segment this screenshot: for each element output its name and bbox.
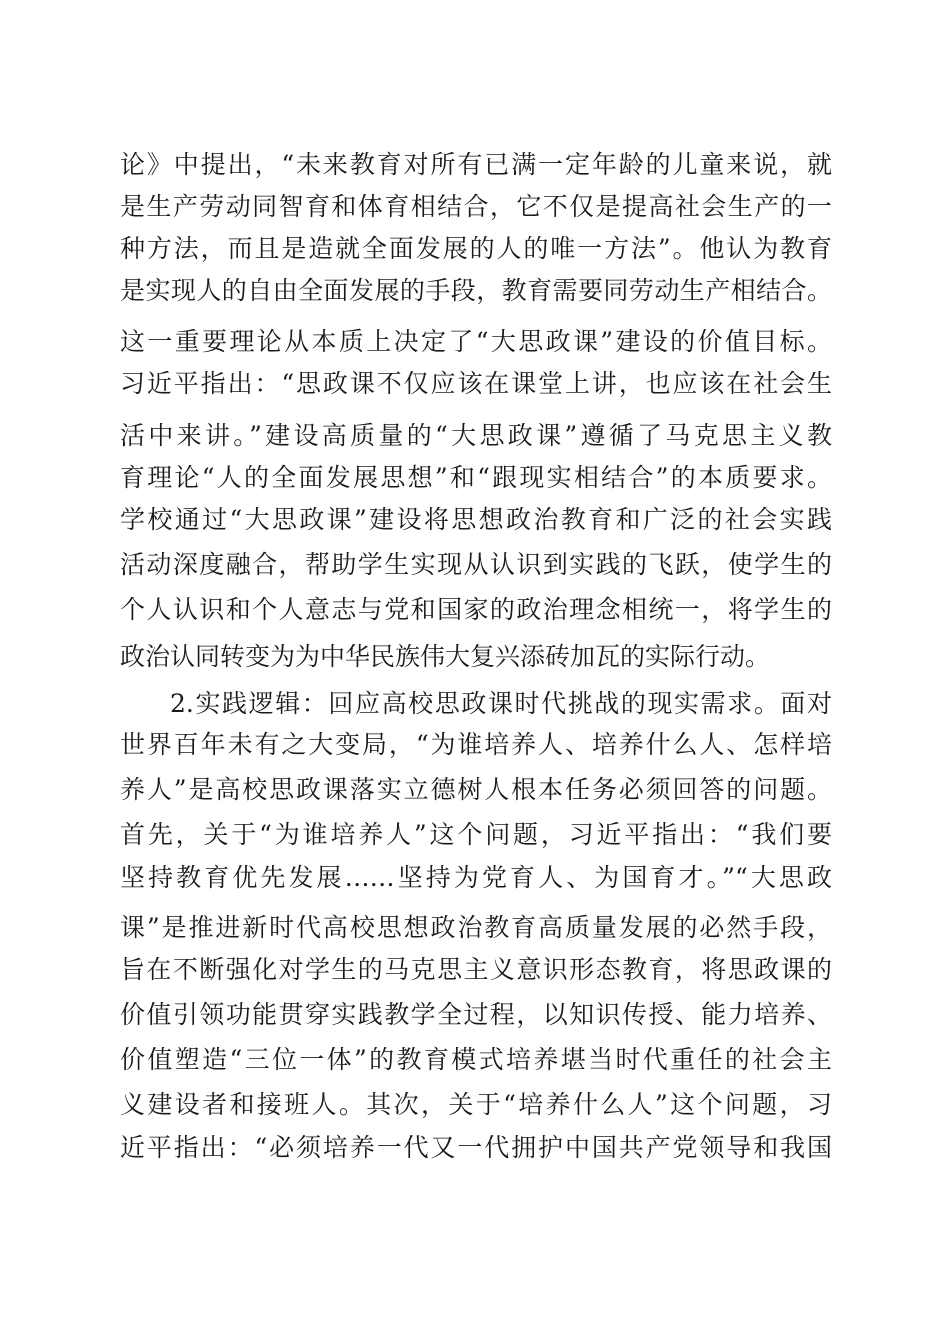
paragraph-line-5: 这一重要理论从本质上决定了“大思政课”建设的价值目标。 [120,327,832,356]
paragraph-line-19: 旨在不断强化对学生的马克思主义意识形态教育，将思政课的 [120,955,832,984]
paragraph-line-17: 坚持教育优先发展……坚持为党育人、为国育才。”“大思政 [120,863,832,892]
paragraph-line-6: 习近平指出：“思政课不仅应该在课堂上讲，也应该在社会生 [120,369,832,398]
paragraph-line-4: 是实现人的自由全面发展的手段，教育需要同劳动生产相结合。 [120,276,832,305]
paragraph-line-12: 政治认同转变为为中华民族伟大复兴添砖加瓦的实际行动。 [120,642,771,671]
paragraph-line-15: 养人”是高校思政课落实立德树人根本任务必须回答的问题。 [120,775,832,804]
paragraph-line-13: 2.实践逻辑：回应高校思政课时代挑战的现实需求。面对 [170,689,832,718]
paragraph-line-9: 学校通过“大思政课”建设将思想政治教育和广泛的社会实践 [120,505,832,534]
paragraph-line-11: 个人认识和个人意志与党和国家的政治理念相统一，将学生的 [120,595,832,624]
paragraph-line-16: 首先，关于“为谁培养人”这个问题，习近平指出：“我们要 [120,820,832,849]
paragraph-line-10: 活动深度融合，帮助学生实现从认识到实践的飞跃，使学生的 [120,550,832,579]
paragraph-line-18: 课”是推进新时代高校思想政治教育高质量发展的必然手段， [120,913,832,942]
paragraph-line-3: 种方法，而且是造就全面发展的人的唯一方法”。他认为教育 [120,234,832,263]
paragraph-line-22: 义建设者和接班人。其次，关于“培养什么人”这个问题，习 [120,1090,832,1119]
paragraph-line-7: 活中来讲。”建设高质量的“大思政课”遵循了马克思主义教 [120,421,832,450]
paragraph-line-23: 近平指出：“必须培养一代又一代拥护中国共产党领导和我国 [120,1133,832,1162]
paragraph-line-2: 是生产劳动同智育和体育相结合，它不仅是提高社会生产的一 [120,192,832,221]
paragraph-line-20: 价值引领功能贯穿实践教学全过程，以知识传授、能力培养、 [120,1000,832,1029]
paragraph-line-14: 世界百年未有之大变局，“为谁培养人、培养什么人、怎样培 [120,730,832,759]
paragraph-line-8: 育理论“人的全面发展思想”和“跟现实相结合”的本质要求。 [120,463,832,492]
paragraph-line-21: 价值塑造“三位一体”的教育模式培养堪当时代重任的社会主 [120,1045,832,1074]
paragraph-line-1: 论》中提出，“未来教育对所有已满一定年龄的儿童来说，就 [120,150,832,179]
